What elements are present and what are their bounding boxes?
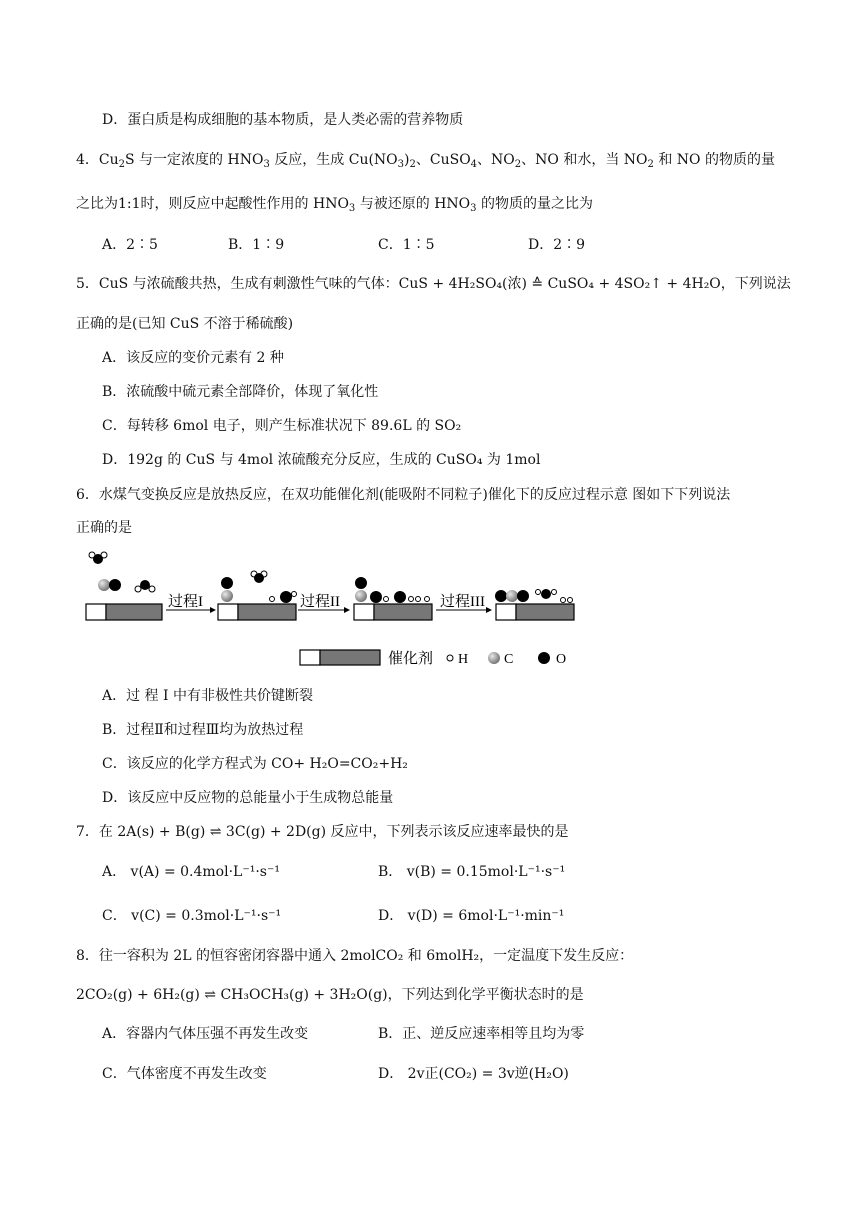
catalyst-bar bbox=[496, 604, 574, 620]
q4-option-d: D．2∶9 bbox=[528, 237, 586, 253]
legend-h-label: H bbox=[458, 652, 469, 667]
q8-option-d: D． 2v正(CO₂) = 3v逆(H₂O) bbox=[378, 1066, 569, 1082]
q4-option-c: C．1∶5 bbox=[378, 237, 435, 253]
q5-option-d: D．192g 的 CuS 与 4mol 浓硫酸充分反应，生成的 CuSO₄ 为 1mol bbox=[102, 452, 541, 468]
reaction-process-figure bbox=[84, 548, 584, 673]
oxygen-legend-icon bbox=[538, 652, 550, 664]
q6-stem-line1: 6．水煤气变换反应是放热反应，在双功能催化剂(能吸附不同粒子)催化下的反应过程示意 图如下下列说法 bbox=[76, 487, 731, 503]
q6-option-a: A．过 程 I 中有非极性共价键断裂 bbox=[102, 688, 313, 704]
q4-stem-line2: 之比为1:1时，则反应中起酸性作用的 $HNO_3$ 与被还原的 $HNO_3$ 的物质的量之比为 bbox=[76, 196, 593, 214]
hydroxyl-group bbox=[536, 589, 557, 599]
q6-option-b: B．过程Ⅱ和过程Ⅲ均为放热过程 bbox=[102, 722, 304, 738]
q8-option-a: A．容器内气体压强不再发生改变 bbox=[102, 1026, 309, 1042]
process-1-label: 过程I bbox=[168, 594, 203, 610]
q7-option-d: D． v(D) = 6mol·L⁻¹·min⁻¹ bbox=[378, 908, 565, 924]
catalyst-bar bbox=[218, 604, 296, 620]
catalyst-bar bbox=[86, 604, 162, 620]
q6-option-c: C．该反应的化学方程式为 CO+ H₂O=CO₂+H₂ bbox=[102, 756, 408, 772]
reaction-diagram bbox=[84, 548, 584, 673]
figure-legend bbox=[300, 649, 566, 667]
process-arrow-2 bbox=[298, 593, 350, 613]
process-2-label: 过程II bbox=[300, 594, 340, 610]
q8-stem-line1: 8．往一容积为 2L 的恒容密闭容器中通入 2molCO₂ 和 6molH₂，一定温度下发生反应： bbox=[76, 948, 634, 964]
q5-option-c: C．每转移 6mol 电子，则产生标准状况下 89.6L 的 SO₂ bbox=[102, 418, 462, 434]
q5-option-a: A．该反应的变价元素有 2 种 bbox=[102, 350, 284, 366]
q7-option-c: C． v(C) = 0.3mol·L⁻¹·s⁻¹ bbox=[102, 908, 282, 924]
process-arrow-3 bbox=[436, 593, 492, 613]
q3-option-d: D．蛋白质是构成细胞的基本物质，是人类必需的营养物质 bbox=[102, 112, 464, 128]
q8-option-c: C．气体密度不再发生改变 bbox=[102, 1066, 267, 1082]
catalyst-bar bbox=[354, 604, 432, 620]
carbon-legend-icon bbox=[488, 652, 500, 664]
legend-catalyst-label: 催化剂 bbox=[388, 651, 434, 667]
water-molecule bbox=[251, 571, 267, 583]
process-3-label: 过程III bbox=[440, 594, 485, 610]
legend-c-label: C bbox=[504, 652, 514, 667]
co-molecule bbox=[98, 579, 121, 591]
q4-stem-line1: 4．$Cu_2S$ 与一定浓度的 $HNO_3$ 反应，生成 $Cu(NO_3)_2$、CuSO$_4$、$NO_2$、NO 和水，当 $NO_2$ 和 NO 的物质的量 bbox=[76, 152, 775, 170]
water-molecule bbox=[135, 580, 155, 592]
q4-option-b: B．1∶9 bbox=[228, 237, 285, 253]
q7-stem: 7．在 2A(s) + B(g) ⇌ 3C(g) + 2D(g) 反应中，下列表示该反应速率最快的是 bbox=[76, 824, 569, 840]
stage-after-process-1 bbox=[218, 571, 297, 620]
stage-after-process-3 bbox=[495, 589, 574, 620]
q5-stem-line2: 正确的是(已知 CuS 不溶于稀硫酸) bbox=[76, 316, 294, 332]
q4-option-a: A．2∶5 bbox=[102, 237, 158, 253]
q8-option-b: B．正、逆反应速率相等且均为零 bbox=[378, 1026, 585, 1042]
q7-option-a: A． v(A) = 0.4mol·L⁻¹·s⁻¹ bbox=[102, 864, 280, 880]
q5-option-b: B．浓硫酸中硫元素全部降价，体现了氧化性 bbox=[102, 384, 379, 400]
stage-after-process-2 bbox=[354, 577, 432, 620]
q8-stem-line2: 2CO₂(g) + 6H₂(g) ⇌ CH₃OCH₃(g) + 3H₂O(g)，下列达到化学平衡状态时的是 bbox=[76, 987, 584, 1003]
q7-option-b: B． v(B) = 0.15mol·L⁻¹·s⁻¹ bbox=[378, 864, 566, 880]
water-molecule bbox=[89, 552, 107, 564]
q5-stem-line1: 5．CuS 与浓硫酸共热，生成有刺激性气味的气体：CuS + 4H₂SO₄(浓) ≙ CuSO₄ + 4SO₂↑ + 4H₂O，下列说法 bbox=[76, 276, 791, 292]
q6-option-d: D．该反应中反应物的总能量小于生成物总能量 bbox=[102, 790, 394, 806]
legend-o-label: O bbox=[556, 652, 567, 667]
hydrogen-legend-icon bbox=[447, 655, 453, 661]
stage-initial bbox=[86, 552, 162, 620]
q6-stem-line2: 正确的是 bbox=[76, 520, 132, 536]
process-arrow-1 bbox=[166, 593, 216, 613]
